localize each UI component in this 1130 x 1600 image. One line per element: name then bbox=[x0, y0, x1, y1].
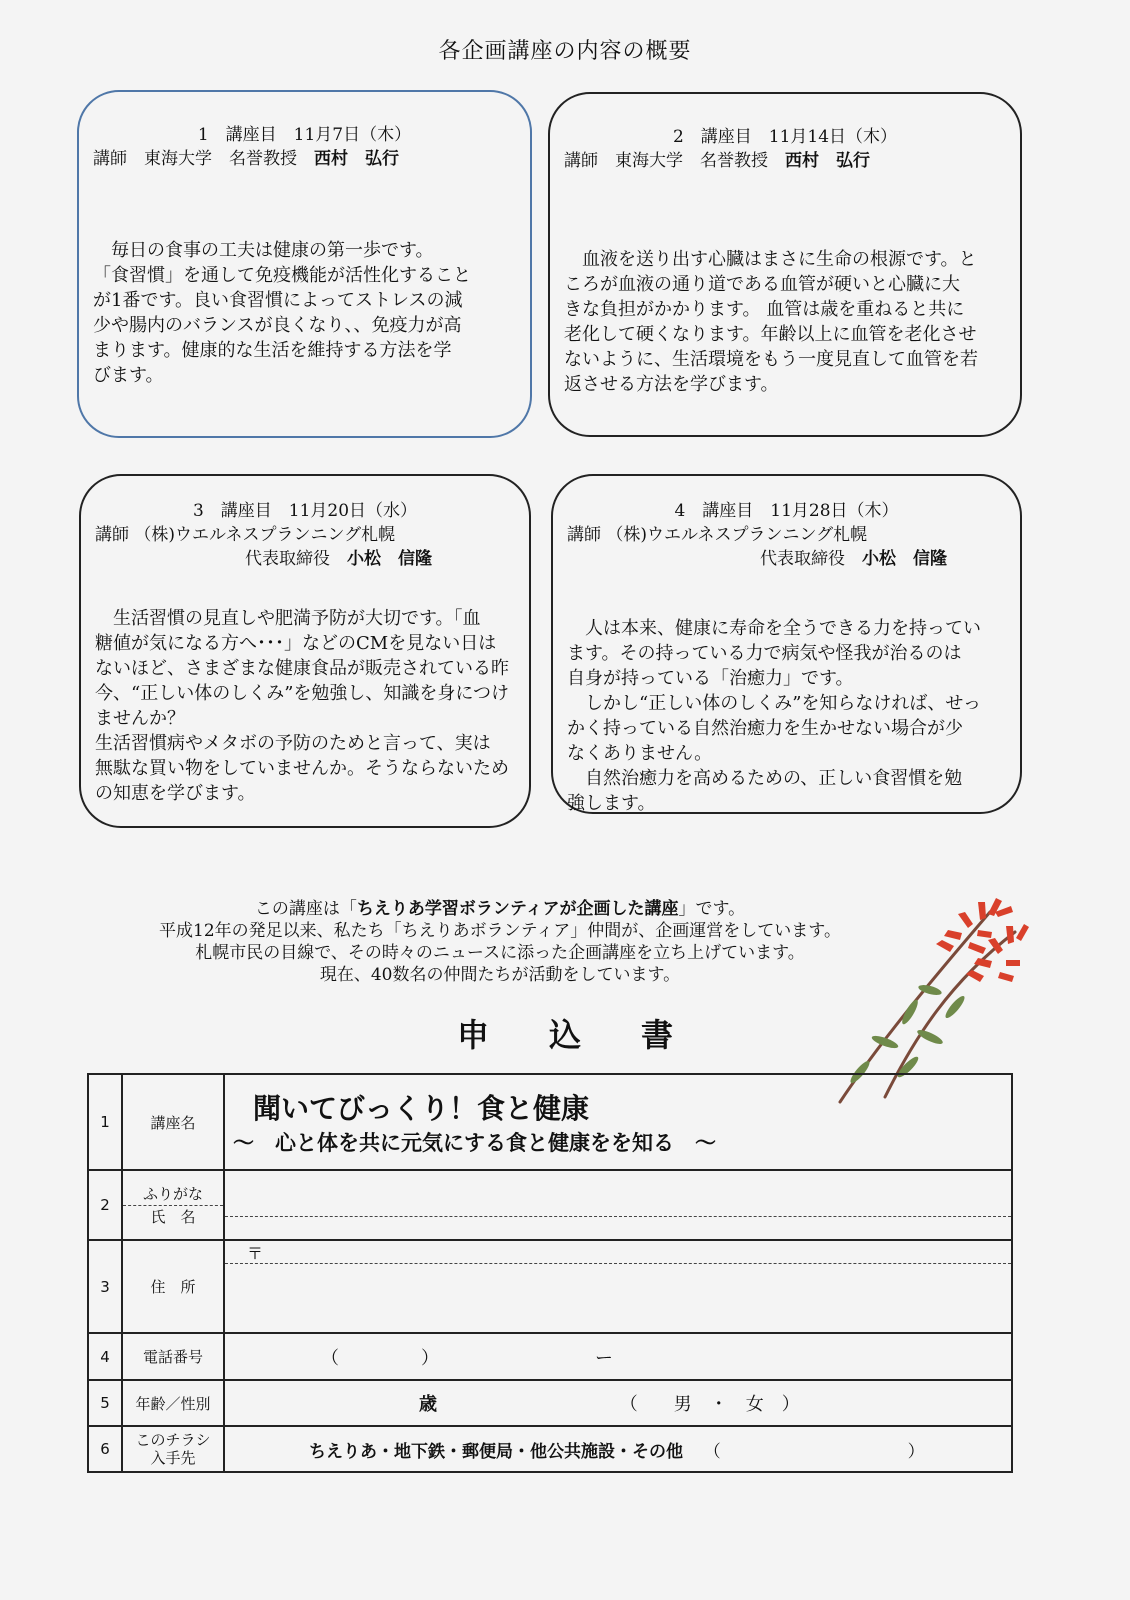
intro-line-4: 現在、40数名の仲間たちが活動をしています。 bbox=[319, 965, 681, 985]
furigana-field[interactable] bbox=[225, 1194, 1011, 1217]
lecture-3-header: 3 講座目 11月20日（水） bbox=[192, 501, 418, 521]
lecture-4-description: 人は本来、健康に寿命を全うできる力を持ってい ます。その持っている力で病気や怪我が治るのは 自身が持っている「治癒力」です。 しかし“正しい体のしくみ”を知らなければ、せっ かく持っている自然治癒力を生かせない場合が少 なくありません。 自然治癒力を高めるための、正しい食習慣を勉 強します。 bbox=[567, 618, 982, 814]
form-row-source bbox=[88, 1426, 1012, 1472]
form-row-phone bbox=[88, 1333, 1012, 1380]
course-subtitle: ～ 心と体を共に元気にする食と健康をを知る ～ bbox=[233, 1131, 716, 1155]
intro-line-3: 札幌市民の目線で、その時々のニュースに添った企画講座を立ち上げています。 bbox=[195, 943, 805, 963]
lecture-3-description: 生活習慣の見直しや肥満予防が大切です。「血 糖値が気になる方へ･･･」などのCMを見ない日は ないほど、さまざまな健康食品が販売されている昨 今、“正しい体のしくみ”を勉強し、知識を身につけ ませんか？ 生活習慣病やメタボの予防のためと言って、実は 無駄な買い物をしていませんか。そうならないため の知恵を学びます。 bbox=[95, 608, 510, 804]
intro-line-2: 平成12年の発足以来、私たち「ちえりあボランティア」仲間が、企画運営をしています。 bbox=[159, 921, 841, 941]
course-title: 聞いてびっくり！食と健康 bbox=[253, 1092, 590, 1125]
phone-close-paren: ） bbox=[421, 1347, 439, 1369]
phone-label: 電話番号 bbox=[122, 1333, 224, 1380]
application-form bbox=[87, 1073, 1013, 1473]
address-field[interactable] bbox=[224, 1240, 1012, 1333]
lecture-4-lecturer: 講師 （株)ウエルネスプランニング札幌 bbox=[567, 525, 868, 545]
age-unit: 歳 bbox=[419, 1394, 437, 1415]
row-number: 3 bbox=[88, 1240, 122, 1333]
other-open-paren: （ bbox=[703, 1441, 721, 1462]
phone-dash: ー bbox=[595, 1347, 613, 1369]
name-label: 氏 名 bbox=[150, 1208, 196, 1226]
intro-text bbox=[140, 898, 860, 986]
source-field[interactable] bbox=[224, 1426, 1012, 1472]
form-row-address bbox=[88, 1240, 1012, 1333]
address-label: 住 所 bbox=[122, 1240, 224, 1333]
lecture-box-3 bbox=[79, 474, 531, 828]
lecture-2-description: 血液を送り出す心臓はまさに生命の根源です。と ころが血液の通り道である血管が硬いと心臓に大 きな負担がかかります。 血管は歳を重ねると共に 老化して硬くなります。年齢以上に血管を老化させ ないように、生活環境をもう一度見直して血管を若 返させる方法を学びます。 bbox=[564, 249, 978, 395]
postal-code-field[interactable]: 〒 bbox=[225, 1241, 1011, 1264]
age-gender-label: 年齢／性別 bbox=[122, 1380, 224, 1426]
form-row-age-gender bbox=[88, 1380, 1012, 1426]
course-cell bbox=[224, 1074, 1012, 1170]
intro-line-1: この講座は「ちえりあ学習ボランティアが企画した講座」です。 bbox=[254, 899, 746, 919]
lecture-3-lecturer: 講師 （株)ウエルネスプランニング札幌 bbox=[95, 525, 396, 545]
course-label: 講座名 bbox=[122, 1074, 224, 1170]
lecture-4-lecturer-title: 代表取締役 小松 信隆 bbox=[760, 549, 947, 569]
lecture-1-description: 毎日の食事の工夫は健康の第一歩です。 「食習慣」を通して免疫機能が活性化すること が1番です。良い食習慣によってストレスの減 少や腸内のバランスが良くなり、、免疫力が高 まります。健康的な生活を維持する方法を学 びます。 bbox=[93, 240, 471, 386]
source-label: このチラシ 入手先 bbox=[122, 1426, 224, 1472]
other-close-paren: ） bbox=[907, 1441, 925, 1462]
source-options[interactable]: ちえりあ・地下鉄・郵便局・他公共施設・その他 bbox=[309, 1441, 683, 1462]
gender-choice[interactable]: （ 男 ・ 女 ） bbox=[619, 1394, 800, 1415]
lecture-box-4 bbox=[551, 474, 1022, 814]
name-field[interactable] bbox=[224, 1170, 1012, 1240]
lecture-1-header: 1 講座目 11月7日（木） bbox=[197, 125, 412, 145]
page-title: 各企画講座の内容の概要 bbox=[438, 39, 692, 64]
application-form-title: 申込書 bbox=[456, 1016, 733, 1054]
row-number: 6 bbox=[88, 1426, 122, 1472]
age-gender-field[interactable] bbox=[224, 1380, 1012, 1426]
lecture-1-lecturer: 講師 東海大学 名誉教授 西村 弘行 bbox=[93, 149, 399, 169]
name-label-cell bbox=[122, 1170, 224, 1240]
row-number: 1 bbox=[88, 1074, 122, 1170]
row-number: 5 bbox=[88, 1380, 122, 1426]
lecture-2-header: 2 講座目 11月14日（木） bbox=[672, 127, 898, 147]
phone-open-paren: （ bbox=[321, 1347, 339, 1369]
lecture-2-lecturer: 講師 東海大学 名誉教授 西村 弘行 bbox=[564, 151, 870, 171]
lecture-4-header: 4 講座目 11月28日（木） bbox=[674, 501, 899, 521]
lecture-box-2 bbox=[548, 92, 1022, 437]
lecture-3-lecturer-title: 代表取締役 小松 信隆 bbox=[245, 549, 432, 569]
phone-field[interactable] bbox=[224, 1333, 1012, 1380]
row-number: 2 bbox=[88, 1170, 122, 1240]
form-row-course bbox=[88, 1074, 1012, 1170]
furigana-label: ふりがな bbox=[123, 1183, 223, 1206]
row-number: 4 bbox=[88, 1333, 122, 1380]
lecture-box-1 bbox=[77, 90, 532, 438]
form-row-name bbox=[88, 1170, 1012, 1240]
